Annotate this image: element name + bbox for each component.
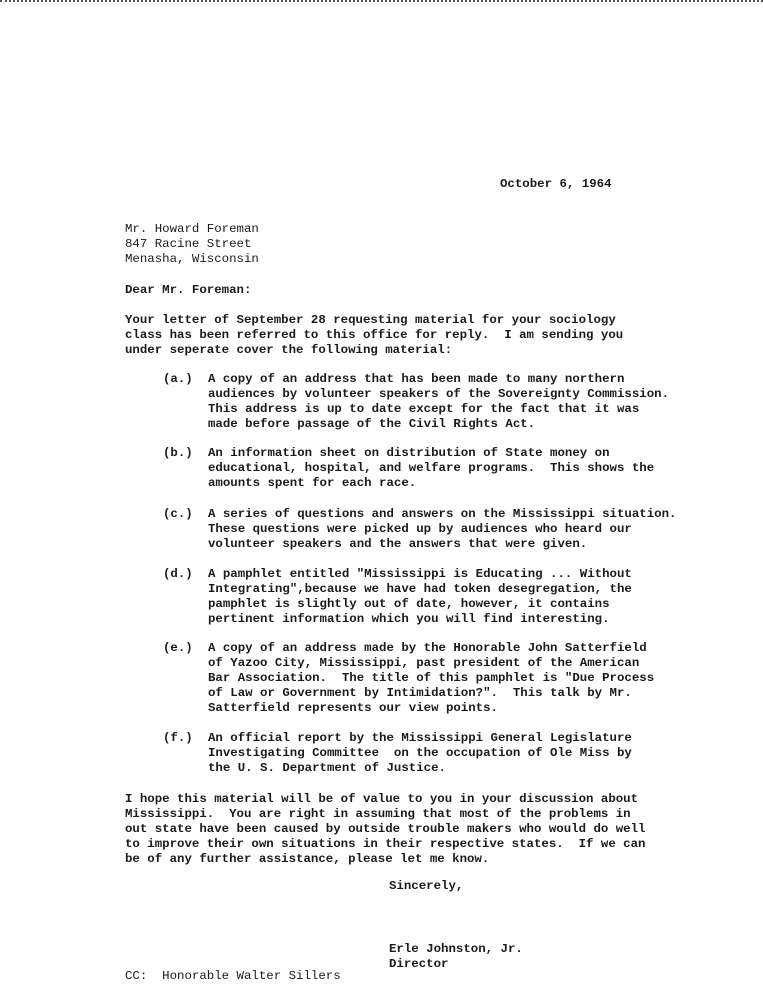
recipient-name: Mr. Howard Foreman [125, 222, 259, 236]
closing-line: I hope this material will be of value to you in your discussion about [125, 792, 639, 806]
closing-line: be of any further assistance, please let me know. [125, 852, 490, 866]
item-text [208, 567, 632, 627]
item-line: pamphlet is slightly out of date, however, it contains [208, 597, 610, 611]
item-text [208, 641, 654, 716]
closing-paragraph [125, 792, 646, 867]
item-label: (b.) [163, 446, 193, 460]
item-label: (d.) [163, 567, 193, 581]
item-text [208, 731, 632, 776]
item-line: educational, hospital, and welfare programs. This shows the [208, 461, 655, 475]
item-line: amounts spent for each race. [208, 476, 417, 490]
item-line: A copy of an address made by the Honorable John Satterfield [208, 641, 647, 655]
recipient-city: Menasha, Wisconsin [125, 252, 259, 266]
item-label: (a.) [163, 372, 193, 386]
sign-off: Sincerely, [389, 879, 464, 893]
item-line: A copy of an address that has been made to many northern [208, 372, 625, 386]
item-line: This address is up to date except for the fact that it was [208, 402, 640, 416]
closing-line: to improve their own situations in their respective states. If we can [125, 837, 646, 851]
item-line: Bar Association. The title of this pamphlet is "Due Process [208, 671, 655, 685]
item-line: volunteer speakers and the answers that were given. [208, 537, 588, 551]
item-line: An information sheet on distribution of State money on [208, 446, 610, 460]
item-line: These questions were picked up by audiences who heard our [208, 522, 632, 536]
item-line: audiences by volunteer speakers of the Sovereignty Commission. [208, 387, 670, 401]
item-line: pertinent information which you will find interesting. [208, 612, 610, 626]
item-text [208, 372, 669, 432]
top-border-divider [0, 0, 763, 8]
signer-name: Erle Johnston, Jr. [389, 942, 523, 956]
item-label: (c.) [163, 507, 193, 521]
item-line: the U. S. Department of Justice. [208, 761, 446, 775]
item-label: (e.) [163, 641, 193, 655]
closing-line: Mississippi. You are right in assuming that most of the problems in [125, 807, 631, 821]
recipient-street: 847 Racine Street [125, 237, 252, 251]
intro-line: Your letter of September 28 requesting material for your sociology [125, 313, 616, 327]
item-line: Satterfield represents our view points. [208, 701, 498, 715]
item-line: of Law or Government by Intimidation?". This talk by Mr. [208, 686, 632, 700]
item-line: A series of questions and answers on the Mississippi situation. [208, 507, 677, 521]
recipient-address [125, 222, 259, 267]
intro-line: under seperate cover the following material: [125, 343, 453, 357]
item-line: Investigating Committee on the occupation of Ole Miss by [208, 746, 632, 760]
closing-line: out state have been caused by outside trouble makers who would do well [125, 822, 646, 836]
intro-line: class has been referred to this office for reply. I am sending you [125, 328, 624, 342]
item-line: of Yazoo City, Mississippi, past president of the American [208, 656, 640, 670]
signature-block [389, 942, 523, 972]
cc-line: CC: Honorable Walter Sillers [125, 969, 341, 983]
signer-title: Director [389, 957, 449, 971]
intro-paragraph [125, 313, 665, 358]
letter-date: October 6, 1964 [500, 177, 612, 191]
item-line: Integrating",because we have had token desegregation, the [208, 582, 632, 596]
item-line: An official report by the Mississippi General Legislature [208, 731, 632, 745]
item-line: made before passage of the Civil Rights Act. [208, 417, 536, 431]
item-text [208, 507, 676, 552]
salutation: Dear Mr. Foreman: [125, 283, 252, 297]
item-line: A pamphlet entitled "Mississippi is Educating ... Without [208, 567, 632, 581]
item-text [208, 446, 654, 491]
item-label: (f.) [163, 731, 193, 745]
